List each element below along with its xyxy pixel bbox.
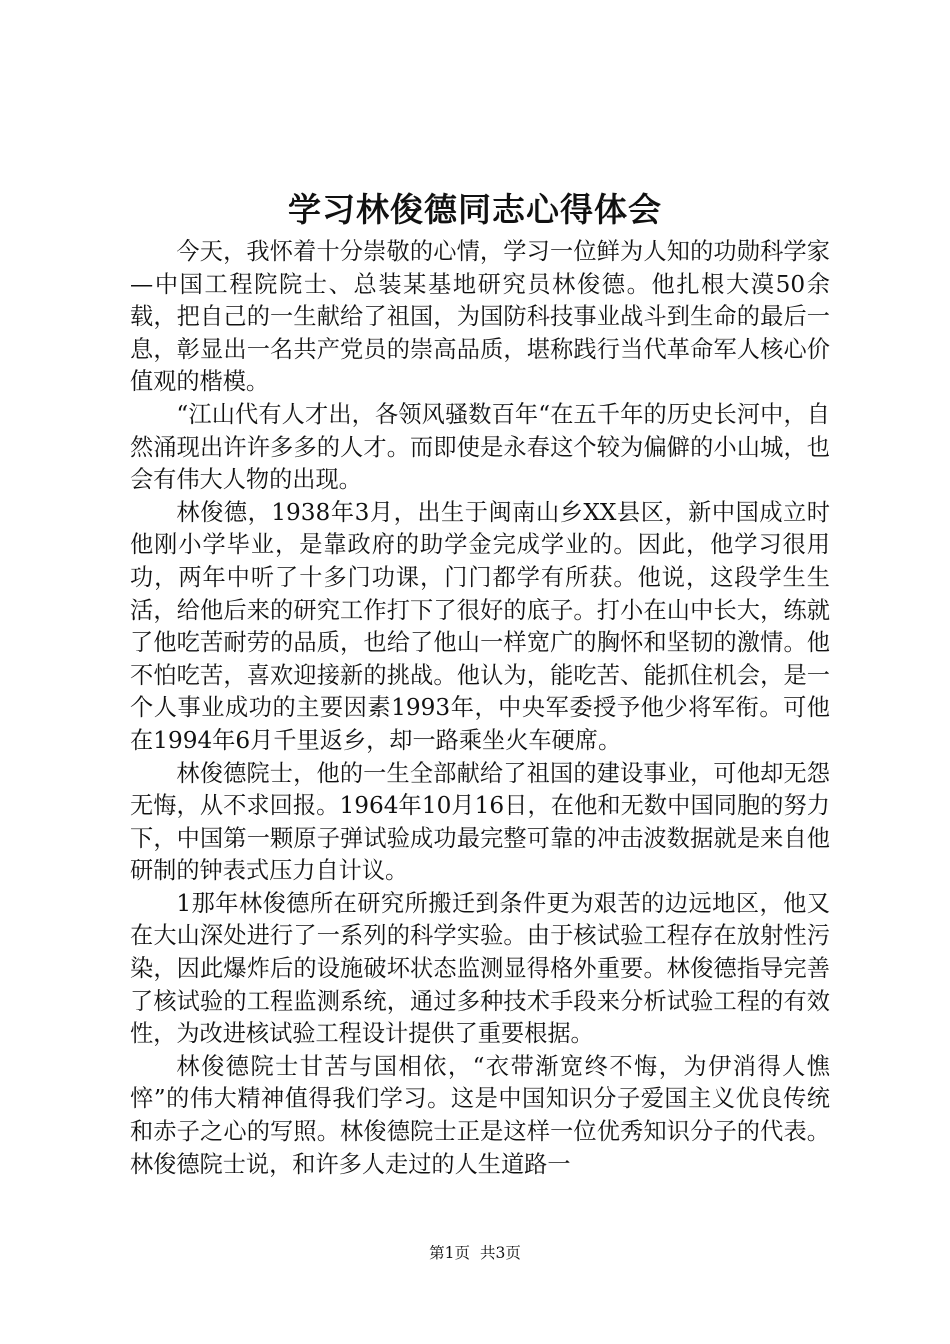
paragraph: “江山代有人才出，各领风骚数百年“在五千年的历史长河中，自然涌现出许许多多的人才。而即使是永春这个较为偏僻的小山城，也会有伟大人物的出现。 bbox=[130, 400, 830, 494]
page-footer bbox=[0, 1243, 950, 1263]
paragraph: 今天，我怀着十分崇敬的心情，学习一位鲜为人知的功勋科学家—中国工程院院士、总装某基地研究员林俊德。他扎根大漠50余载，把自己的一生献给了祖国，为国防科技事业战斗到生命的最后一息，彰显出一名共产党员的崇高品质，堪称践行当代革命军人核心价值观的楷模。 bbox=[130, 238, 830, 396]
page-number: 第1页 bbox=[429, 1244, 470, 1262]
paragraph: 林俊德院士，他的一生全部献给了祖国的建设事业，可他却无怨无悔，从不求回报。1964年10月16日，在他和无数中国同胞的努力下，中国第一颗原子弹试验成功最完整可靠的冲击波数据就是来自他研制的钟表式压力自计议。 bbox=[130, 759, 830, 885]
page-total: 共3页 bbox=[480, 1244, 521, 1262]
document-body bbox=[130, 236, 830, 1181]
paragraph: 林俊德，1938年3月，出生于闽南山乡XX县区，新中国成立时他刚小学毕业，是靠政府的助学金完成学业的。因此，他学习很用功，两年中听了十多门功课，门门都学有所获。他说，这段学生生活，给他后来的研究工作打下了很好的底子。打小在山中长大，练就了他吃苦耐劳的品质，也给了他山一样宽广的胸怀和坚韧的激情。他不怕吃苦，喜欢迎接新的挑战。他认为，能吃苦、能抓住机会，是一个人事业成功的主要因素1993年，中央军委授予他少将军衔。可他在1994年6月千里返乡，却一路乘坐火车硬席。 bbox=[130, 498, 830, 754]
paragraph: 林俊德院士甘苦与国相依，“衣带渐宽终不悔，为伊消得人憔悴”的伟大精神值得我们学习。这是中国知识分子爱国主义优良传统和赤子之心的写照。林俊德院士正是这样一位优秀知识分子的代表。林俊德院士说，和许多人走过的人生道路一 bbox=[130, 1052, 830, 1178]
paragraph: 1那年林俊德所在研究所搬迁到条件更为艰苦的边远地区，他又在大山深处进行了一系列的科学实验。由于核试验工程存在放射性污染，因此爆炸后的设施破坏状态监测显得格外重要。林俊德指导完善了核试验的工程监测系统，通过多种技术手段来分析试验工程的有效性，为改进核试验工程设计提供了重要根据。 bbox=[130, 889, 830, 1048]
document-title: 学习林俊德同志心得体会 bbox=[288, 190, 662, 229]
